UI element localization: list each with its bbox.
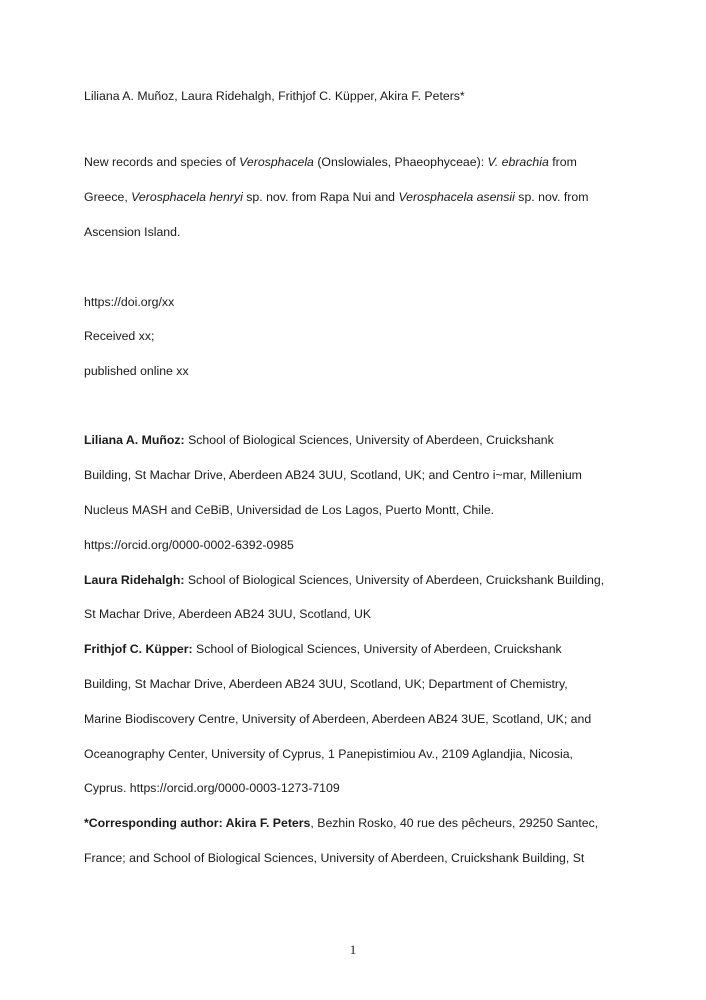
title-line-1 [84,154,577,170]
authors-line: Liliana A. Muñoz, Laura Ridehalgh, Frithjof C. Küpper, Akira F. Peters* [84,89,465,103]
orcid-link-munoz[interactable]: https://orcid.org/0000-0002-6392-0985 [84,538,294,552]
affiliation-text: School of Biological Sciences, University of Aberdeen, Cruickshank [184,433,554,447]
affiliation-kupper-line-3: Marine Biodiscovery Centre, University of Aberdeen, Aberdeen AB24 3UE, Scotland, UK; and [84,712,592,726]
affiliation-kupper-line-5: Cyprus. https://orcid.org/0000-0003-1273-7109 [84,781,340,795]
affiliation-ridehalgh-line-1 [84,572,604,588]
title-line-3: Ascension Island. [84,225,181,239]
affiliation-munoz-line-1 [84,432,554,448]
received-date: Received xx; [84,329,155,343]
corresponding-author-line-2: France; and School of Biological Sciences, University of Aberdeen, Cruickshank Building, St [84,851,585,865]
corresponding-author-line-1 [84,815,598,831]
species-name: V. ebrachia [487,155,549,169]
affiliation-kupper-line-4: Oceanography Center, University of Cyprus, 1 Panepistimiou Av., 2109 Aglandjia, Nicosia, [84,747,573,761]
page-number: 1 [349,942,357,957]
title-text: (Onslowiales, Phaeophyceae): [313,155,488,169]
title-line-2 [84,189,588,205]
title-text: New records and species of [84,155,240,169]
title-text: sp. nov. from [514,190,589,204]
affiliation-text: , Bezhin Rosko, 40 rue des pêcheurs, 29250 Santec, [310,816,599,830]
title-text: Greece, [84,190,132,204]
affiliation-kupper-line-2: Building, St Machar Drive, Aberdeen AB24 3UU, Scotland, UK; Department of Chemistry, [84,677,568,691]
affiliation-ridehalgh-line-2: St Machar Drive, Aberdeen AB24 3UU, Scotland, UK [84,607,372,621]
title-text: from [548,155,577,169]
species-name: Verosphacela asensii [398,190,515,204]
affiliation-text: School of Biological Sciences, University of Aberdeen, Cruickshank [192,642,562,656]
genus-name: Verosphacela [239,155,314,169]
affiliation-text: School of Biological Sciences, University of Aberdeen, Cruickshank Building, [184,573,605,587]
title-text: sp. nov. from Rapa Nui and [242,190,399,204]
affiliation-munoz-line-3: Nucleus MASH and CeBiB, Universidad de Los Lagos, Puerto Montt, Chile. [84,503,495,517]
doi-link[interactable]: https://doi.org/xx [84,295,175,309]
corresponding-author-name: *Corresponding author: Akira F. Peters [84,816,311,830]
affiliation-munoz-line-2: Building, St Machar Drive, Aberdeen AB24 3UU, Scotland, UK; and Centro i~mar, Millenium [84,468,582,482]
affiliation-kupper-line-1 [84,641,562,657]
author-name: Liliana A. Muñoz: [84,433,185,447]
species-name: Verosphacela henryi [131,190,243,204]
author-name: Laura Ridehalgh: [84,573,185,587]
published-date: published online xx [84,364,189,378]
author-name: Frithjof C. Küpper: [84,642,193,656]
